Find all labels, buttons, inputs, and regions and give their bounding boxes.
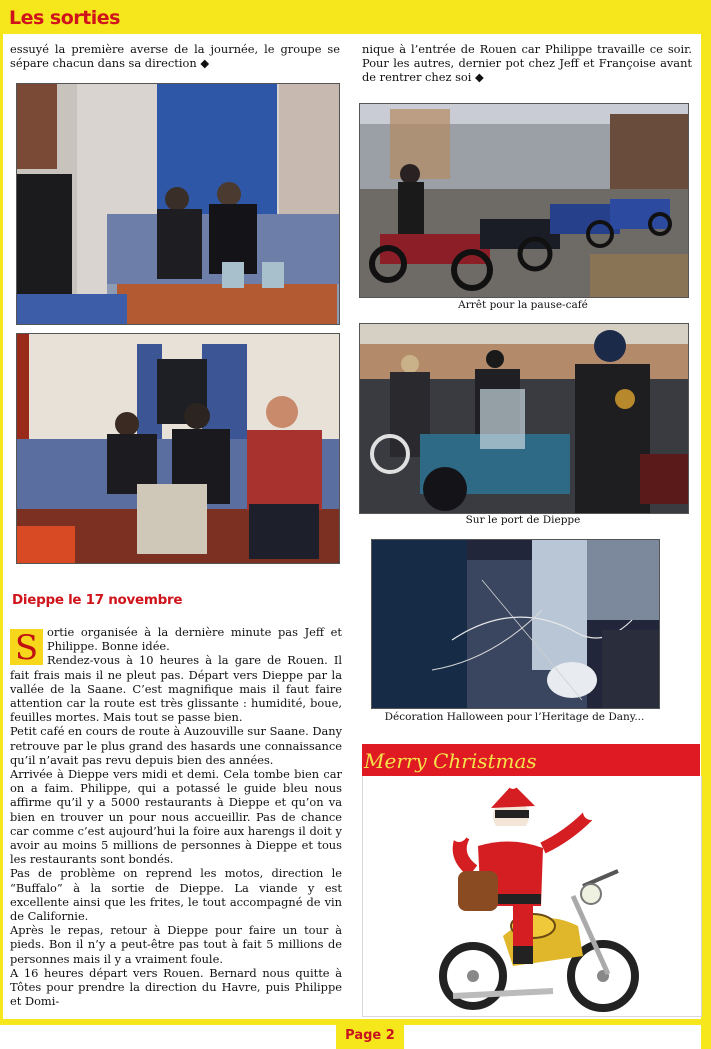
article-paragraph: Petit café en cours de route à Auzouville sur Saane. Dany retrouve par le plus grand des hasards une connaissance qu’il n’avait pas revu depuis bien des années. bbox=[10, 724, 343, 767]
page-number: Page 2 bbox=[336, 1022, 404, 1049]
article-paragraph: Arrivée à Dieppe vers midi et demi. Cela tombe bien car on a faim. Philippe, qui a potassé le guide bleu nous affirme qu’il y a 5000 restaurants à Dieppe et qu’on va bien en trouver un pour nous accueillir. Pas de chance car comme c’est aujourd’hui la foire aux harengs il doit y avoir au moins 5 millions de personnes à Dieppe et tous les restaurants sont bondés. bbox=[10, 767, 342, 867]
article-paragraph: Après le repas, retour à Dieppe pour faire un tour à pieds. Bon il n’y a peut-être pas tout à fait 5 millions de personnes mais il y a vraiment foule. bbox=[10, 923, 342, 966]
photo-coffee-break bbox=[359, 103, 689, 298]
photo-living-room bbox=[16, 333, 340, 564]
article-paragraph: Pas de problème on reprend les motos, direction le “Buffalo” à la sortie de Dieppe. La viande y est excellente ainsi que les frites, le tout accompagné de vin de Californie. bbox=[10, 866, 342, 924]
right-border bbox=[701, 0, 711, 1049]
caption-halloween: Décoration Halloween pour l’Heritage de Dany... bbox=[384, 711, 645, 723]
christmas-title: Merry Christmas bbox=[364, 749, 537, 773]
photo-indoor-group bbox=[16, 83, 340, 325]
section-title: Les sorties bbox=[9, 7, 120, 29]
left-continuation-text: essuyé la première averse de la journée, le groupe se sépare chacun dans sa direction ◆ bbox=[10, 42, 340, 71]
caption-coffee-break: Arrêt pour la pause-café bbox=[458, 299, 588, 311]
caption-dieppe-port: Sur le port de Dieppe bbox=[465, 514, 581, 526]
article-paragraph: A 16 heures départ vers Rouen. Bernard nous quitte à Tôtes pour prendre la direction du Havre, puis Philippe et Domi- bbox=[10, 965, 342, 1009]
santa-motorcycle-illustration bbox=[363, 776, 701, 1016]
article-body bbox=[10, 625, 342, 1008]
photo-dieppe-port bbox=[359, 323, 689, 514]
left-border bbox=[0, 34, 3, 1019]
article-paragraph: Rendez-vous à 10 heures à la gare de Rouen. Il fait frais mais il ne pleut pas. Départ vers Dieppe par la vallée de la Saane. C’est magnifique mais il faut faire attention car la route est très glissante : humidité, boue, feuilles mortes. Mais tout se passe bien. bbox=[10, 653, 342, 725]
article-paragraph: ortie organisée à la dernière minute pas Jeff et Philippe. Bonne idée. bbox=[47, 625, 342, 654]
drop-cap: S bbox=[10, 629, 43, 665]
photo-halloween bbox=[371, 539, 660, 709]
right-continuation-text: nique à l’entrée de Rouen car Philippe travaille ce soir. Pour les autres, dernier pot chez Jeff et Françoise avant de rentrer chez soi ◆ bbox=[362, 42, 692, 85]
christmas-illustration-box bbox=[362, 776, 702, 1017]
article-title: Dieppe le 17 novembre bbox=[12, 592, 183, 608]
